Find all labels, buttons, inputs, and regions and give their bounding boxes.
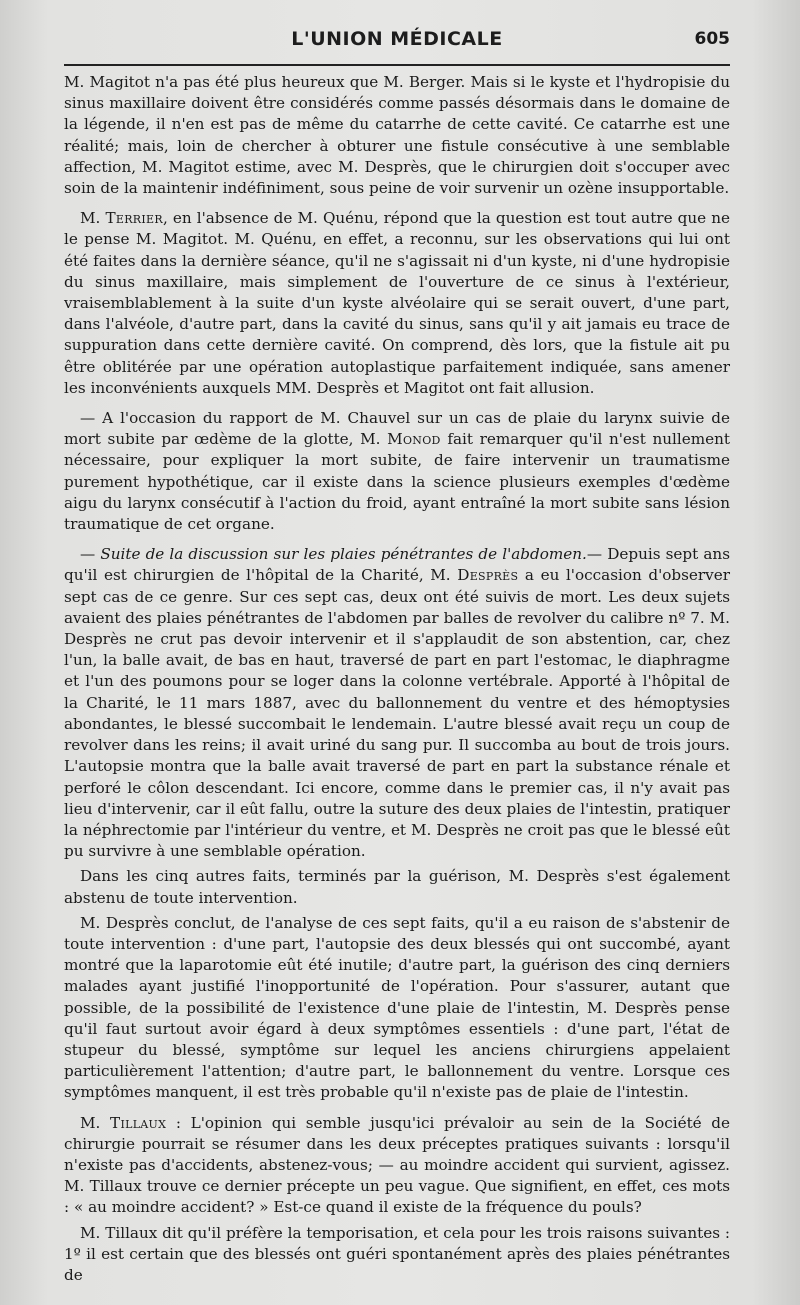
journal-title: L'UNION MÉDICALE xyxy=(291,28,503,50)
paragraph-text: : L'opinion qui semble jusqu'ici prévaloir au sein de la Société de chirurgie pourrait se résumer dans les deux préceptes pratiques suivants : lorsqu'il n'existe pas d'accidents, abstenez-vous; — au moindre accident qui survient, agissez. M. Tillaux trouve ce dernier précepte un peu vague. Que signifient, en effet, ces mots : « au moindre accident? » Est-ce quand il existe de la fréquence du pouls? xyxy=(64,1113,730,1217)
paragraph-text: Dans les cinq autres faits, terminés par la guérison, M. Desprès s'est également abstenu de toute intervention. xyxy=(64,867,730,907)
paragraph-terrier xyxy=(64,208,730,399)
paragraph-text: M. Magitot n'a pas été plus heureux que M. Berger. Mais si le kyste et l'hydropisie du sinus maxillaire doivent être considérés comme passés désormais dans le domaine de la légende, il n'en est pas de même du catarrhe de cette cavité. Ce catarrhe est une réalité; mais, loin de chercher à obturer une fistule consécutive à une semblable affection, M. Magitot estime, avec M. Desprès, que le chirurgien doit s'occuper avec soin de la maintenir indéfiniment, sous peine de voir survenir un ozène insupportable. xyxy=(64,73,730,198)
paragraph-tillaux-reasons xyxy=(64,1223,730,1287)
speaker-name: Terrier xyxy=(105,209,163,228)
paragraph-text: , en l'absence de M. Quénu, répond que la question est tout autre que ne le pense M. Magitot. M. Quénu, en effet, a reconnu, sur les observations qui lui ont été faites dans la dernière séance, qu'il ne s'agissait ni d'un kyste, ni d'une hydropisie du sinus maxillaire, mais simplement de l'ouverture de ce sinus à l'extérieur, vraisemblablement à la suite d'un kyste alvéolaire qui se serait ouvert, d'une part, dans l'alvéole, d'autre part, dans la cavité du sinus, sans qu'il y ait jamais eu trace de suppuration dans cette dernière cavité. On comprend, dès lors, que la fistule ait pu être oblitérée par une opération autoplastique parfaitement indiquée, sans amener les inconvénients auxquels MM. Desprès et Magitot ont fait allusion. xyxy=(64,209,730,397)
article-body xyxy=(64,72,730,1295)
paragraph-magitot xyxy=(64,72,730,199)
paragraph-text-a: — Depuis sept ans qu'il est chirurgien de l'hôpital de la Charité, M. xyxy=(64,545,730,585)
paragraph-text: a eu l'occasion d'observer sept cas de ce genre. Sur ces sept cas, deux ont été suivis de mort. Les deux sujets avaient des plaies pénétrantes de l'abdomen par balles de revolver du calibre nº 7. M. Desprès ne crut pas devoir intervenir et il s'applaudit de son abstention, car, chez l'un, la balle avait, de bas en haut, traversé de part en part l'estomac, le diaphragme et l'un des poumons pour se loger dans la colonne vertébrale. Apporté à l'hôpital de la Charité, le 11 mars 1887, avec du ballonnement du ventre et des hémoptysies abondantes, le blessé succombait le lendemain. L'autre blessé avait reçu un coup de revolver dans les reins; il avait uriné du sang pur. Il succomba au bout de trois jours. L'autopsie montra que la balle avait traversé de part en part la substance rénale et perforé le côlon descendant. Ici encore, comme dans le premier cas, il n'y avait pas lieu d'intervenir, car il eût fallu, outre la suture des deux plaies de l'intestin, pratiquer la néphrectomie par l'intérieur du ventre, et M. Desprès ne croit pas que le blessé eût pu survivre à une semblable opération. xyxy=(64,566,731,861)
paragraph-prefix: M. xyxy=(80,209,106,228)
paragraph-despres-discussion xyxy=(64,544,730,862)
paragraph-text: M. Desprès conclut, de l'analyse de ces sept faits, qu'il a eu raison de s'abstenir de toute intervention : d'une part, l'autopsie des deux blessés qui ont succombé, ayant montré que la laparotomie eût été inutile; d'autre part, la guérison des cinq derniers malades ayant justifié l'inopportunité de l'opération. Pour s'assurer, autant que possible, de la possibilité de l'existence d'une plaie de l'intestin, M. Desprès pense qu'il faut surtout avoir égard à deux symptômes essentiels : d'une part, l'état de stupeur du blessé, symptôme sur lequel les anciens chirurgiens appelaient particulièrement l'attention; d'autre part, le ballonnement du ventre. Lorsque ces symptômes manquent, il est très probable qu'il n'existe pas de plaie de l'intestin. xyxy=(64,913,730,1102)
section-heading: Suite de la discussion sur les plaies pénétrantes de l'abdomen. xyxy=(100,545,587,564)
paragraph-prefix: M. xyxy=(80,1113,111,1132)
speaker-name: Desprès xyxy=(457,566,519,585)
paragraph-five-cases xyxy=(64,866,730,908)
page-number: 605 xyxy=(694,29,730,49)
paragraph-prefix: — xyxy=(80,545,101,564)
paragraph-prefix: — A l'occasion du rapport de M. Chauvel sur un cas de plaie du larynx suivie de mort subite par œdème de la glotte, M. xyxy=(64,409,730,449)
speaker-name: Tillaux xyxy=(110,1113,167,1132)
paragraph-text: fait remarquer qu'il n'est nullement nécessaire, pour expliquer la mort subite, de faire intervenir un traumatisme purement hypothétique, car il existe dans la science plusieurs exemples d'œdème aigu du larynx consécutif à l'action du froid, ayant entraîné la mort subite sans lésion traumatique de cet organe. xyxy=(64,430,730,534)
paragraph-monod xyxy=(64,408,730,535)
paragraph-text: M. Tillaux dit qu'il préfère la temporisation, et cela pour les trois raisons suivantes : 1º il est certain que des blessés ont guéri spontanément après des plaies pénétrantes de xyxy=(64,1223,730,1284)
paragraph-despres-conclusion xyxy=(64,913,730,1104)
paragraph-tillaux xyxy=(64,1113,730,1219)
running-header xyxy=(64,28,730,58)
header-rule xyxy=(64,64,730,66)
speaker-name: Monod xyxy=(387,430,441,449)
